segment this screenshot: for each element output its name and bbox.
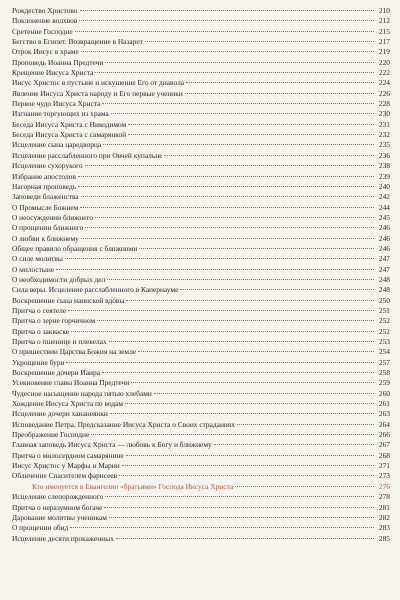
toc-entry xyxy=(12,47,390,57)
toc-entry xyxy=(12,378,390,388)
toc-entry-title: Избрание апостолов xyxy=(12,171,76,181)
dot-leader xyxy=(81,51,374,52)
toc-entry-title: Притча о закваске xyxy=(12,326,70,336)
toc-entry xyxy=(12,192,390,202)
toc-entry xyxy=(12,151,390,161)
dot-leader xyxy=(119,475,374,476)
toc-entry xyxy=(12,337,390,347)
dot-leader xyxy=(81,196,374,197)
toc-entry xyxy=(12,16,390,26)
toc-entry-title: О прощении обид xyxy=(12,523,69,533)
toc-entry xyxy=(12,254,390,264)
dot-leader xyxy=(103,144,374,145)
dot-leader xyxy=(85,165,374,166)
toc-entry xyxy=(12,68,390,78)
dot-leader xyxy=(78,186,374,187)
toc-entry xyxy=(12,223,390,233)
dot-leader xyxy=(154,393,374,394)
toc-entry xyxy=(12,399,390,409)
toc-entry-title: О пришествии Царства Божия на земле xyxy=(12,347,137,357)
toc-entry xyxy=(12,6,390,16)
toc-entry-page-number: 285 xyxy=(378,533,390,543)
dot-leader xyxy=(81,238,374,239)
toc-entry-title: Крещение Иисуса Христа xyxy=(12,68,94,78)
toc-entry xyxy=(12,451,390,461)
toc-entry-page-number: 246 xyxy=(378,233,390,243)
toc-entry-title: Исцеление сухорукого xyxy=(12,161,83,171)
dot-leader xyxy=(214,444,374,445)
toc-entry-page-number: 268 xyxy=(378,450,390,460)
dot-leader xyxy=(95,217,374,218)
toc-entry-page-number: 245 xyxy=(378,212,390,222)
toc-entry-title: Явление Иисуса Христа народу и Его первые ученики xyxy=(12,88,183,98)
toc-entry-title: Притча о сеятеле xyxy=(12,305,67,315)
toc-entry xyxy=(12,213,390,223)
toc-entry xyxy=(12,409,390,419)
toc-entry-title: Исповедание Петра. Предсказание Иисуса Христа о Своих страданиях xyxy=(12,419,235,429)
toc-entry-page-number: 232 xyxy=(378,130,390,140)
dot-leader xyxy=(126,300,374,301)
dot-leader xyxy=(68,310,374,311)
toc-entry-title: Исцеление расслабленного при Овчей купальне xyxy=(12,150,163,160)
toc-entry xyxy=(12,120,390,130)
toc-entry-page-number: 260 xyxy=(378,388,390,398)
toc-entry-page-number: 271 xyxy=(378,461,390,471)
toc-entry-page-number: 282 xyxy=(378,512,390,522)
toc-entry-title: Бегство в Египет. Возвращение в Назарет xyxy=(12,37,143,47)
toc-entry-title: О необходимости добрых дел xyxy=(12,274,106,284)
toc-entry-title: Дарование молитвы ученикам xyxy=(12,512,107,522)
toc-entry-title: Рождество Христово xyxy=(12,6,78,15)
toc-entry-page-number: 252 xyxy=(378,326,390,336)
toc-entry-title: Сила веры. Исцеление расслабленного в Капернауме xyxy=(12,285,179,295)
toc-entry-page-number: 257 xyxy=(378,357,390,367)
toc-entry-page-number: 246 xyxy=(378,243,390,253)
toc-entry xyxy=(12,492,390,502)
toc-entry-title: Проповедь Иоанна Предтечи xyxy=(12,57,104,67)
toc-entry-title: Нагорная проповедь xyxy=(12,181,77,191)
dot-leader xyxy=(126,455,374,456)
toc-entry xyxy=(12,368,390,378)
toc-entry xyxy=(12,347,390,357)
dot-leader xyxy=(164,155,374,156)
toc-entry-page-number: 252 xyxy=(378,316,390,326)
dot-leader xyxy=(66,362,374,363)
dot-leader xyxy=(122,465,374,466)
toc-entry-title: Иисус Христос у Марфы и Марии xyxy=(12,461,120,471)
toc-entry xyxy=(12,420,390,430)
toc-entry xyxy=(12,430,390,440)
dot-leader xyxy=(116,538,374,539)
toc-entry-title: О неосуждении ближнего xyxy=(12,212,94,222)
dot-leader xyxy=(70,527,374,528)
toc-entry-title: Первое чудо Иисуса Христа xyxy=(12,99,101,109)
toc-entry xyxy=(12,89,390,99)
toc-entry xyxy=(12,99,390,109)
toc-entry-page-number: 276 xyxy=(378,481,390,491)
toc-entry xyxy=(12,461,390,471)
dot-leader xyxy=(104,507,374,508)
toc-entry-title: Усекновение главы Иоанна Предтечи xyxy=(12,378,130,388)
toc-entry-title: Притча о милосердном самарянине xyxy=(12,450,124,460)
toc-entry-title: Исцеление дочери хананеянки xyxy=(12,409,108,419)
toc-entry xyxy=(12,275,390,285)
dot-leader xyxy=(65,258,374,259)
toc-entry xyxy=(12,523,390,533)
dot-leader xyxy=(131,382,374,383)
dot-leader xyxy=(105,62,374,63)
dot-leader xyxy=(185,93,374,94)
toc-entry-title: Исцеление слепорожденного xyxy=(12,492,104,502)
dot-leader xyxy=(109,341,374,342)
dot-leader xyxy=(102,103,374,104)
toc-entry xyxy=(12,182,390,192)
toc-entry-page-number: 267 xyxy=(378,440,390,450)
toc-entry-title: О силе молитвы xyxy=(12,254,63,264)
toc-entry-title: Хождение Иисуса Христа по водам xyxy=(12,399,124,409)
dot-leader xyxy=(139,248,374,249)
dot-leader xyxy=(80,10,375,11)
toc-entry-page-number: 248 xyxy=(378,285,390,295)
toc-entry-title: Общее правило обращения с ближними xyxy=(12,243,138,253)
dot-leader xyxy=(78,176,374,177)
toc-entry xyxy=(12,358,390,368)
toc-entry-title: Иисус Христос в пустыне и искушение Его от диавола xyxy=(12,78,185,88)
toc-entry-page-number: 247 xyxy=(378,264,390,274)
dot-leader xyxy=(71,331,374,332)
toc-entry-page-number: 224 xyxy=(378,78,390,88)
toc-entry xyxy=(12,109,390,119)
toc-entry-title: Укрощение бури xyxy=(12,357,65,367)
toc-entry-page-number: 220 xyxy=(378,57,390,67)
toc-entry-title: Изгнание торгующих из храма xyxy=(12,109,109,119)
toc-entry xyxy=(12,534,390,544)
toc-entry xyxy=(12,389,390,399)
toc-entry-title: О милостыне xyxy=(12,264,55,274)
dot-leader xyxy=(79,20,374,21)
toc-entry xyxy=(12,327,390,337)
toc-entry-title: Беседа Иисуса Христа с Никодимом xyxy=(12,119,127,129)
toc-entry-title: Исцеление сына царедворца xyxy=(12,140,102,150)
toc-entry-page-number: 281 xyxy=(378,502,390,512)
toc-entry xyxy=(12,503,390,513)
toc-entry-page-number: 250 xyxy=(378,295,390,305)
toc-entry-title: Беседа Иисуса Христа с самарянкой xyxy=(12,130,127,140)
toc-entry-page-number: 230 xyxy=(378,109,390,119)
toc-entry xyxy=(12,316,390,326)
toc-entry xyxy=(12,140,390,150)
toc-entry-title: Преображение Господне xyxy=(12,430,90,440)
toc-entry xyxy=(12,78,390,88)
toc-entry-page-number: 246 xyxy=(378,223,390,233)
toc-entry-title: Отрок Иисус в храме xyxy=(12,47,79,57)
toc-entry-title: Обличение Спасителем фарисеев xyxy=(12,471,118,481)
toc-entry-page-number: 219 xyxy=(378,47,390,57)
toc-entry-page-number: 222 xyxy=(378,68,390,78)
toc-entry xyxy=(12,306,390,316)
dot-leader xyxy=(109,517,374,518)
toc-entry-page-number: 254 xyxy=(378,347,390,357)
dot-leader xyxy=(145,41,374,42)
toc-entry-title: Притча о неразумном богаче xyxy=(12,502,103,512)
toc-entry-title: Притча о пшенице и плевелах xyxy=(12,337,107,346)
toc-entry-page-number: 251 xyxy=(378,305,390,315)
toc-entry-page-number: 238 xyxy=(378,161,390,171)
toc-entry-page-number: 266 xyxy=(378,430,390,440)
dot-leader xyxy=(186,82,374,83)
toc-entry-title: Чудесное насыщение народа пятью хлебами xyxy=(12,388,152,398)
dot-leader xyxy=(128,124,374,125)
toc-entry-title: О прощении ближнего xyxy=(12,223,84,233)
toc-entry-page-number: 217 xyxy=(378,37,390,47)
dot-leader xyxy=(128,134,374,135)
toc-entry-page-number: 248 xyxy=(378,274,390,284)
toc-entry-title: Воскрешение дочери Иаира xyxy=(12,368,100,378)
toc-entry xyxy=(12,471,390,481)
dot-leader xyxy=(95,72,374,73)
toc-entry-page-number: 240 xyxy=(378,181,390,191)
dot-leader xyxy=(235,486,374,487)
toc-entry-page-number: 247 xyxy=(378,254,390,264)
toc-entry xyxy=(12,27,390,37)
dot-leader xyxy=(80,207,374,208)
toc-entry-title: Притча о зерне горчичном xyxy=(12,316,96,326)
toc-entry-page-number: 212 xyxy=(378,16,390,26)
dot-leader xyxy=(85,227,374,228)
toc-entry xyxy=(12,440,390,450)
dot-leader xyxy=(56,269,374,270)
toc-entry-page-number: 242 xyxy=(378,192,390,202)
toc-entry xyxy=(12,161,390,171)
dot-leader xyxy=(102,372,374,373)
dot-leader xyxy=(237,424,374,425)
dot-leader xyxy=(125,403,374,404)
toc-entry-page-number: 273 xyxy=(378,471,390,481)
toc-entry xyxy=(12,203,390,213)
table-of-contents xyxy=(12,6,390,544)
dot-leader xyxy=(110,413,374,414)
dot-leader xyxy=(75,31,374,32)
toc-entry-page-number: 228 xyxy=(378,99,390,109)
toc-entry-page-number: 263 xyxy=(378,409,390,419)
toc-entry-page-number: 235 xyxy=(378,140,390,150)
toc-entry xyxy=(12,296,390,306)
toc-entry-title: О любви к ближнему xyxy=(12,233,79,243)
dot-leader xyxy=(107,279,374,280)
toc-entry-page-number: 259 xyxy=(378,378,390,388)
toc-entry-title: Сретение Господне xyxy=(12,26,73,36)
toc-entry-page-number: 258 xyxy=(378,368,390,378)
toc-entry-title: Поклонение волхвов xyxy=(12,16,78,26)
toc-entry-title: Заповеди блаженства xyxy=(12,192,79,202)
toc-entry-page-number: 283 xyxy=(378,523,390,533)
toc-entry-page-number: 210 xyxy=(378,6,390,15)
toc-entry-page-number: 239 xyxy=(378,171,390,181)
toc-entry-page-number: 215 xyxy=(378,26,390,36)
toc-entry-page-number: 231 xyxy=(378,119,390,129)
toc-entry-title: О Промысле Божием xyxy=(12,202,79,212)
dot-leader xyxy=(91,434,374,435)
toc-entry-title: Главная заповедь Иисуса Христа — любовь к Богу и ближнему xyxy=(12,440,212,450)
toc-entry xyxy=(12,37,390,47)
dot-leader xyxy=(111,113,374,114)
toc-entry xyxy=(12,513,390,523)
dot-leader xyxy=(138,351,374,352)
dot-leader xyxy=(180,289,374,290)
toc-entry-title: Воскрешение сына наинской вдовы xyxy=(12,295,125,305)
toc-entry xyxy=(12,234,390,244)
toc-entry xyxy=(12,285,390,295)
toc-entry-page-number: 253 xyxy=(378,337,390,346)
toc-entry xyxy=(12,265,390,275)
toc-entry xyxy=(12,172,390,182)
toc-entry-page-number: 261 xyxy=(378,399,390,409)
toc-entry xyxy=(12,482,390,492)
toc-entry xyxy=(12,244,390,254)
toc-entry xyxy=(12,130,390,140)
toc-entry-page-number: 264 xyxy=(378,419,390,429)
toc-entry-page-number: 226 xyxy=(378,88,390,98)
toc-entry-title: Исцеление десяти прокаженных xyxy=(12,533,114,543)
toc-entry-page-number: 236 xyxy=(378,150,390,160)
dot-leader xyxy=(97,320,374,321)
dot-leader xyxy=(105,496,374,497)
toc-entry-title: Кто именуется в Евангелии «братьями» Господа Иисуса Христа xyxy=(32,481,234,491)
toc-entry xyxy=(12,58,390,68)
toc-entry-page-number: 244 xyxy=(378,202,390,212)
toc-entry-page-number: 278 xyxy=(378,492,390,502)
